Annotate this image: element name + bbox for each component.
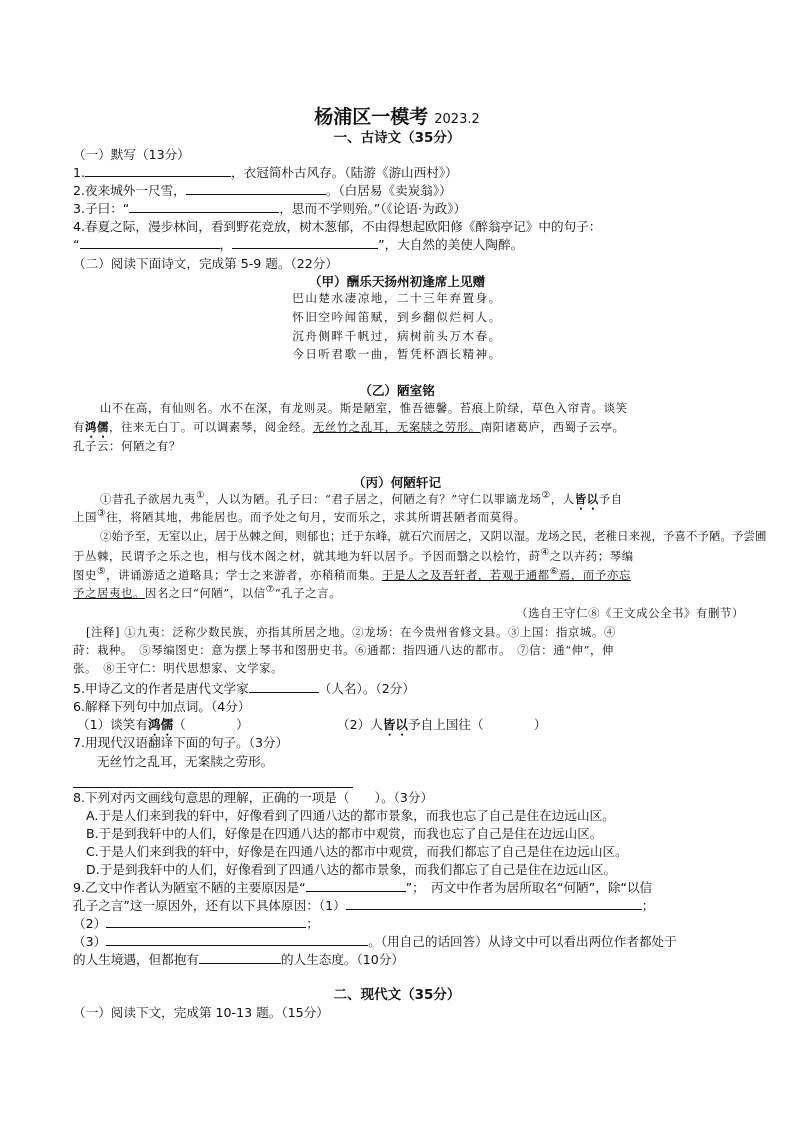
- exam-date: 2023.2: [434, 112, 480, 127]
- bing-text-line: ①昔孔子欲居九夷①，人以为陋。孔子曰：“君子居之，何陋之有？”守仁以罪谪龙场②，人皆以予自: [100, 490, 623, 506]
- question-1: 1. ，衣冠简朴古风存。（陆游《游山西村》）: [73, 165, 458, 180]
- dotted-word: 鸿儒: [85, 420, 109, 434]
- option-c[interactable]: C.于是人们来到我的轩中，好像是在四通八达的都市中观赏，而我们都忘了自己是住在边远山区。: [86, 844, 628, 859]
- question-6: 6.解释下列句中加点词。（4分）: [73, 699, 251, 714]
- answer-blank[interactable]: [249, 680, 319, 693]
- answer-blank[interactable]: [106, 915, 306, 928]
- answer-paren[interactable]: （ ）: [173, 717, 249, 732]
- annotation-line: [注释] ①九夷：泛称少数民族，亦指其所居之地。②龙场：在今贵州省修文县。③上国：指京城。④: [86, 625, 616, 639]
- poem-line: 怀旧空吟闻笛赋，到乡翻似烂柯人。: [292, 310, 502, 324]
- question-4: 4.春夏之际，漫步林间，看到野花竞放，树木葱郁，不由得想起欧阳修《醉翁亭记》中的句子：: [73, 219, 602, 234]
- section2-heading: 二、现代文（35分）: [333, 987, 461, 1003]
- answer-blank[interactable]: [186, 182, 326, 195]
- option-a[interactable]: A.于是人们来到我的轩中，好像看到了四通八达的都市景象，而我也忘了自己是住在边远山区。: [86, 808, 615, 823]
- poem-title: （甲）酬乐天扬州初逢席上见赠: [308, 274, 486, 289]
- bing-title: （丙）何陋轩记: [352, 475, 442, 490]
- question-9-line: 的人生境遇，但都抱有 的人生态度。（10分）: [73, 952, 405, 967]
- section1-heading: 一、古诗文（35分）: [333, 130, 461, 146]
- yi-text-line: 山不在高，有仙则名。水不在深，有龙则灵。斯是陋室，惟吾德馨。苔痕上阶绿，草色入帘青。谈笑: [100, 401, 628, 415]
- answer-blank[interactable]: [346, 897, 642, 910]
- question-9-line: （3） 。（用自己的话回答）从诗文中可以看出两位作者都处于: [73, 934, 677, 949]
- dotted-word: 皆以: [382, 717, 408, 732]
- annotation-line: 莳：栽种。 ⑤琴编图史：意为摆上琴书和图册史书。⑥通都：指四通八达的都市。 ⑦信：通“伸”，伸: [73, 643, 615, 657]
- yi-title: （乙）陋室铭: [359, 383, 435, 398]
- bing-text-line: 图史⑤，讲诵游适之道略具；学士之来游者，亦稍稍而集。于是人之及吾轩者，若观于通都⑥焉，而予亦忘: [73, 566, 631, 582]
- answer-blank[interactable]: [85, 164, 231, 177]
- dotted-word: 鸿儒: [147, 717, 174, 732]
- yi-text-line: 有鸿儒，往来无白丁。可以调素琴，阅金经。无丝竹之乱耳，无案牍之劳形。南阳诸葛庐，西蜀子云亭。: [73, 420, 625, 434]
- bing-text-line: 上国③往，将陋其地，弗能居也。而予处之旬月，安而乐之，求其所谓甚陋者而莫得。: [73, 508, 526, 524]
- answer-blank[interactable]: [80, 236, 220, 249]
- option-d[interactable]: D.于是到我轩中的人们，好像看到了四通八达的都市景象，而我们都忘了自己是住在边远山区。: [86, 862, 617, 877]
- part1-label: （一）默写（13分）: [73, 147, 190, 162]
- question-6-2: （2）人皆以予自上国往（ ）: [337, 717, 547, 732]
- yi-text-line: 孔子云：何陋之有？: [73, 439, 181, 453]
- page-title: [0, 102, 794, 129]
- annotation-line: 张。 ⑧王守仁：明代思想家、文学家。: [73, 661, 284, 675]
- answer-blank[interactable]: [306, 879, 406, 892]
- translate-sentence: 无丝竹之乱耳，无案牍之劳形。: [97, 754, 274, 769]
- question-9-line: 孔子之言”这一原因外，还有以下具体原因：（1） ；: [73, 898, 655, 913]
- question-9: 9.乙文中作者认为陋室不陋的主要原因是“ ”； 丙文中作者为居所取名“何陋”，除“以信: [73, 880, 653, 895]
- underlined-sentence: 无丝竹之乱耳，无案牍之劳形。: [312, 420, 481, 434]
- question-7: 7.用现代汉语翻译下面的句子。（3分）: [73, 735, 289, 750]
- bing-text-line: 予之居夷也。因名之曰“何陋”，以信⑦“孔子之言。: [73, 584, 342, 600]
- poem-line: 巴山楚水凄凉地，二十三年弃置身。: [292, 291, 502, 305]
- source-citation: （选自王守仁⑧《王文成公全书》有删节）: [516, 606, 744, 620]
- answer-blank[interactable]: [106, 933, 368, 946]
- question-9-line: （2） ；: [73, 916, 319, 931]
- exam-title: 杨浦区一模考: [314, 106, 429, 128]
- answer-blank[interactable]: [232, 236, 378, 249]
- answer-blank[interactable]: [199, 951, 281, 964]
- question-8: 8.下列对丙文画线句意思的理解，正确的一项是（ ）。（3分）: [73, 790, 434, 805]
- answer-blank[interactable]: [129, 200, 279, 213]
- dotted-word: 皆以: [574, 491, 599, 506]
- underlined-sentence: 于是人之及吾轩者，若观于通都⑥焉，而予亦忘: [381, 566, 631, 582]
- underlined-sentence: 予之居夷也。: [73, 585, 145, 600]
- section2-part1-label: （一）阅读下文，完成第 10-13 题。（15分）: [73, 1005, 329, 1020]
- part2-label: （二）阅读下面诗文，完成第 5-9 题。（22分）: [73, 256, 338, 271]
- question-5: 5.甲诗乙文的作者是唐代文学家 （人名）。（2分）: [73, 681, 415, 696]
- question-4-blanks: “ ， ”，大自然的美使人陶醉。: [73, 237, 524, 252]
- question-2: 2.夜来城外一尺雪， 。（白居易《卖炭翁》）: [73, 183, 452, 198]
- poem-line: 今日听君歌一曲，暂凭杯酒长精神。: [292, 347, 502, 361]
- question-6-1: （1）谈笑有鸿儒（ ）: [77, 717, 249, 732]
- question-3: 3.子曰：“ ，思而不学则殆。”（《论语·为政》）: [73, 201, 467, 216]
- bing-text-line: ②始予至，无室以止，居于丛棘之间，则郁也；迁于东峰，就石穴而居之，又阴以湿。龙场之民，老稚日来视，予喜不予陋。予尝圃: [100, 529, 767, 543]
- option-b[interactable]: B.于是到我轩中的人们，好像是在四通八达的都市中观赏，而我也忘了自己是住在边远山区。: [86, 826, 603, 841]
- poem-line: 沉舟侧畔千帆过，病树前头万木春。: [292, 329, 502, 343]
- bing-text-line: 于丛棘，民谓予之乐之也，相与伐木阁之材，就其地为轩以居予。予因而翳之以桧竹，莳④之以卉药；琴编: [73, 547, 634, 563]
